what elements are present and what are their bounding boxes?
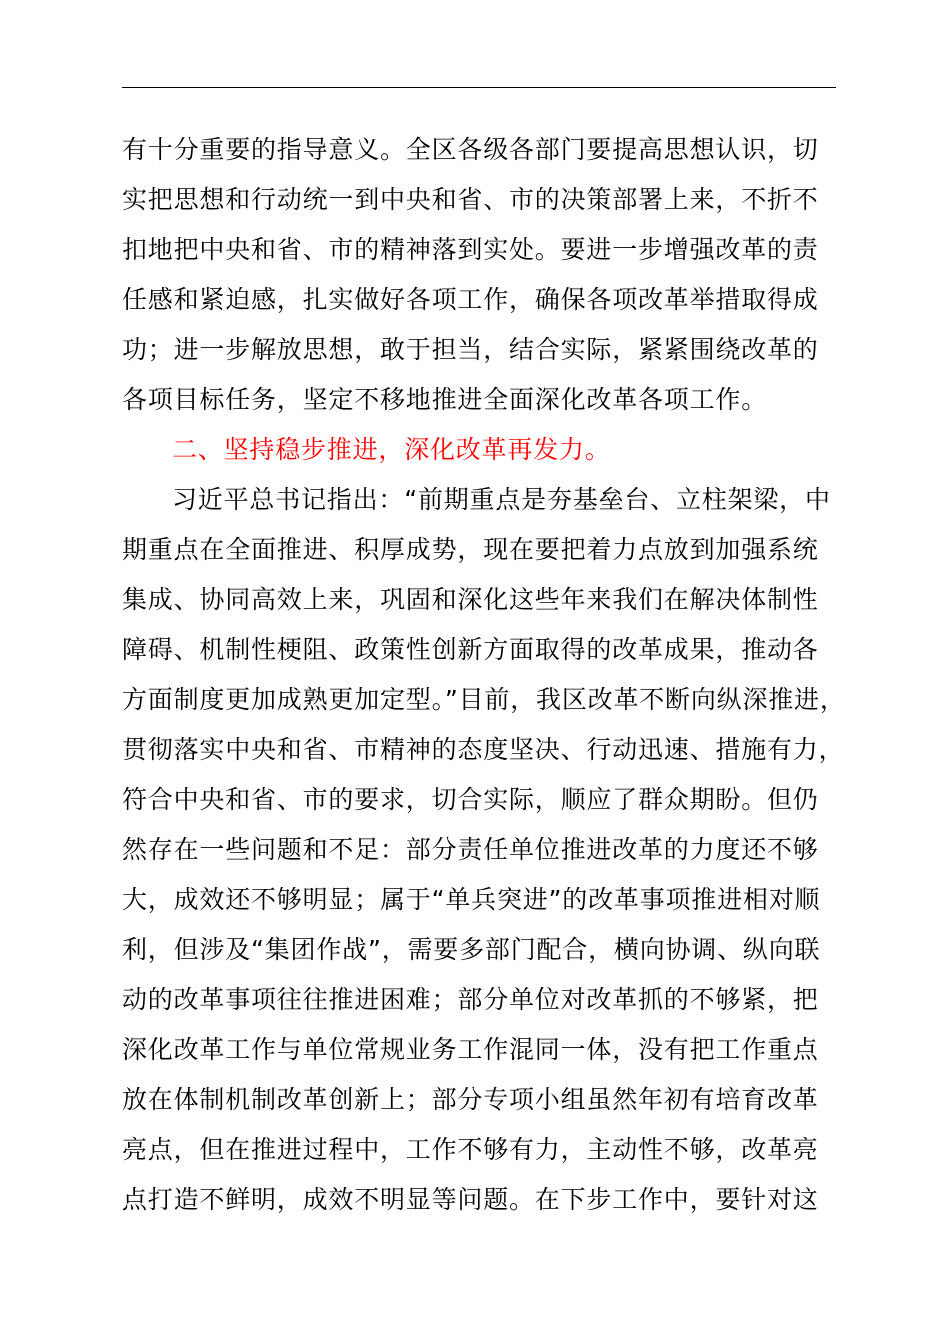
text-line: 大，成效还不够明显；属于“单兵突进”的改革事项推进相对顺: [122, 885, 821, 914]
text-line: 然存在一些问题和不足：部分责任单位推进改革的力度还不够: [122, 835, 819, 864]
text-line: 深化改革工作与单位常规业务工作混同一体，没有把工作重点: [122, 1035, 819, 1064]
text-line: 习近平总书记指出：“前期重点是夯基垒台、立柱架梁，中: [172, 485, 831, 514]
section-heading: 二、坚持稳步推进，深化改革再发力。: [172, 435, 611, 464]
text-line: 符合中央和省、市的要求，切合实际，顺应了群众期盼。但仍: [122, 785, 819, 814]
text-line: 动的改革事项往往推进困难；部分单位对改革抓的不够紧，把: [122, 985, 819, 1014]
text-line: 各项目标任务，坚定不移地推进全面深化改革各项工作。: [122, 385, 768, 414]
text-line: 有十分重要的指导意义。全区各级各部门要提高思想认识，切: [122, 135, 819, 164]
text-line: 方面制度更加成熟更加定型。”目前，我区改革不断向纵深推进，: [122, 685, 846, 714]
text-line: 亮点，但在推进过程中，工作不够有力，主动性不够，改革亮: [122, 1135, 819, 1164]
text-line: 任感和紧迫感，扎实做好各项工作，确保各项改革举措取得成: [122, 285, 819, 314]
text-line: 利，但涉及“集团作战”，需要多部门配合，横向协调、纵向联: [122, 935, 821, 964]
text-line: 贯彻落实中央和省、市精神的态度坚决、行动迅速、措施有力，: [122, 735, 845, 764]
text-line: 实把思想和行动统一到中央和省、市的决策部署上来，不折不: [122, 185, 819, 214]
text-line: 放在体制机制改革创新上；部分专项小组虽然年初有培育改革: [122, 1085, 819, 1114]
text-line: 点打造不鲜明，成效不明显等问题。在下步工作中，要针对这: [122, 1185, 819, 1214]
text-line: 障碍、机制性梗阻、政策性创新方面取得的改革成果，推动各: [122, 635, 819, 664]
text-line: 功；进一步解放思想，敢于担当，结合实际，紧紧围绕改革的: [122, 335, 819, 364]
text-line: 期重点在全面推进、积厚成势，现在要把着力点放到加强系统: [122, 535, 819, 564]
text-line: 扣地把中央和省、市的精神落到实处。要进一步增强改革的责: [122, 235, 819, 264]
header-rule: [122, 87, 836, 88]
text-line: 集成、协同高效上来，巩固和深化这些年来我们在解决体制性: [122, 585, 819, 614]
